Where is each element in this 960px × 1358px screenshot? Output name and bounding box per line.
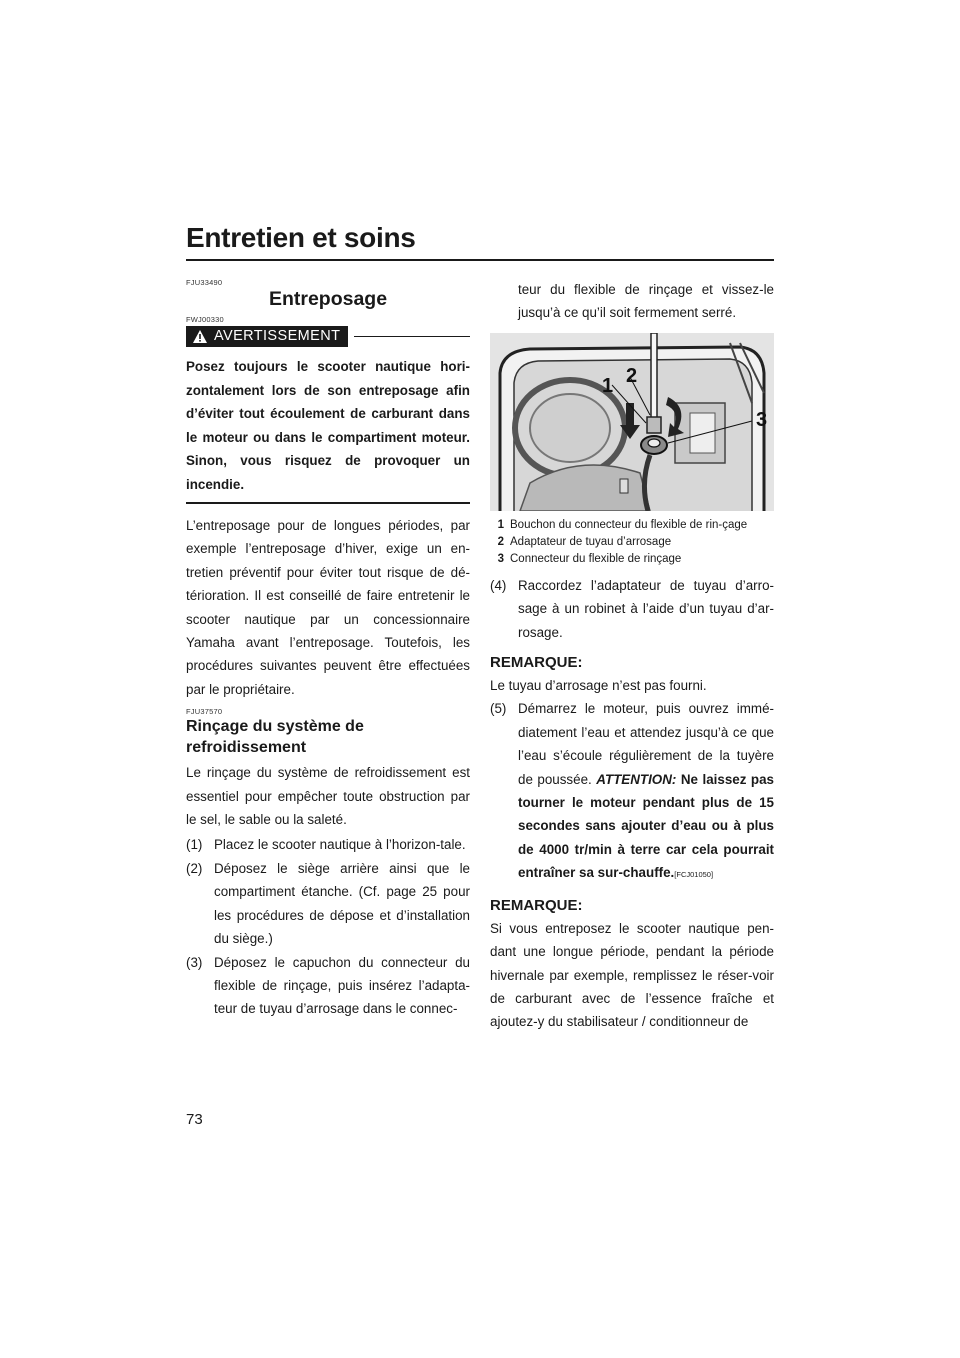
note-label: REMARQUE: — [490, 654, 583, 672]
figure-label-3: 3 — [756, 408, 768, 431]
step-5 — [490, 697, 774, 886]
step-2 — [186, 857, 470, 951]
caption-number: 2 — [497, 535, 504, 548]
step-text: Déposez le capuchon du connecteur du flexible de rinçage, puis insérez l’adapta-teur de tuyau d’arrosage dans le connec- — [214, 954, 470, 1017]
figure-flush-connector — [490, 333, 774, 511]
step-number: (5) — [490, 701, 507, 717]
caption-text: Bouchon du connecteur du flexible de rin-çage — [510, 518, 748, 531]
step-3 — [186, 951, 470, 1021]
step-text: Démarrez le moteur, puis ouvrez immé-diatement l’eau et attendez jusqu’à ce que l’eau s’écoule régulièrement de la tuyère de poussée. — [518, 701, 774, 787]
figure-label-2: 2 — [626, 364, 638, 387]
step-number: (3) — [186, 954, 203, 970]
subsection-intro: Le rinçage du système de refroidissement est essentiel pour empêcher toute obstruction par le sel, le sable ou la saleté. — [186, 765, 470, 828]
warning-header — [186, 326, 470, 347]
reference-code: [FCJ01050] — [674, 870, 714, 880]
step-text: Raccordez l’adaptateur de tuyau d’arro-sage à un robinet à l’aide d’un tuyau d’ar-rosage. — [518, 577, 774, 640]
caption-item — [490, 517, 774, 534]
warning-code: FWJ00330 — [186, 315, 224, 324]
step-text: teur du flexible de rinçage et vissez-le jusqu’à ce qu’il soit fermement serré. — [518, 282, 774, 321]
subsection-heading: Rinçage du système de refroidissement — [186, 718, 364, 757]
caption-number: 1 — [497, 518, 504, 531]
caption-number: 3 — [497, 552, 504, 565]
warning-triangle-icon — [192, 329, 208, 344]
figure-captions — [490, 517, 774, 568]
right-column — [490, 278, 774, 1034]
title-rule — [186, 259, 774, 261]
warning-label: AVERTISSEMENT — [214, 327, 341, 344]
step-text-block — [518, 697, 774, 886]
caption-text: Adaptateur de tuyau d’arrosage — [510, 535, 672, 548]
warning-badge — [186, 326, 348, 347]
step-number: (1) — [186, 837, 203, 853]
caption-text: Connecteur du flexible de rinçage — [510, 552, 682, 565]
warning-text: Posez toujours le scooter nautique hori-zontalement lors de son entreposage afin d’éviter tout écoulement de carburant dans le moteur ou dans le compartiment moteur. Sinon, vous risquez de provoquer un incendie. — [186, 359, 470, 492]
figure-label-1: 1 — [602, 374, 614, 397]
caption-item — [490, 551, 774, 568]
attention-text: Ne laissez pas tourner le moteur pendant plus de 15 secondes sans ajouter d’eau ou à plus de 4000 tr/min à terre car cela pourrait entraîner sa sur-chauffe. — [518, 771, 774, 881]
section-title: Entreposage — [268, 288, 388, 310]
caption-item — [490, 534, 774, 551]
note-label: REMARQUE: — [490, 896, 583, 914]
left-column — [186, 278, 470, 1021]
section-code: FJU33490 — [186, 278, 223, 287]
step-number: (4) — [490, 577, 507, 593]
page-number: 73 — [186, 1111, 203, 1128]
attention-label: ATTENTION: — [596, 771, 677, 787]
warning-rule — [186, 502, 470, 504]
flush-connector-illustration — [490, 333, 774, 511]
note-text: Si vous entreposez le scooter nautique pen-dant une longue période, pendant la période hivernale par exemple, remplissez le réser-voir de carburant avec de l’essence fraîche et ajoutez-y du stabilisateur / conditionneur de — [490, 920, 774, 1030]
step-text: Placez le scooter nautique à l’horizon-tale. — [214, 837, 466, 853]
intro-paragraph: L’entreposage pour de longues périodes, par exemple l’entreposage d’hiver, exige un en-tretien préventif pour éviter tout risque de dé-térioration. Il est conseillé de faire entretenir le scooter nautique par un concessionnaire Yamaha avant l’entreposage. Toutefois, les procédures suivantes peuvent être effectuées par le propriétaire. — [186, 518, 470, 697]
note-text: Le tuyau d’arrosage n’est pas fourni. — [490, 678, 707, 694]
step-4 — [490, 574, 774, 644]
step-3-continued — [490, 278, 774, 325]
warning-line — [354, 336, 470, 338]
step-text: Déposez le siège arrière ainsi que le compartiment étanche. (Cf. page 25 pour les procédures de dépose et d’installation du siège.) — [214, 860, 470, 947]
subsection-code: FJU37570 — [186, 707, 223, 717]
step-1 — [186, 833, 470, 856]
page-title: Entretien et soins — [186, 222, 416, 253]
step-number: (2) — [186, 860, 203, 876]
